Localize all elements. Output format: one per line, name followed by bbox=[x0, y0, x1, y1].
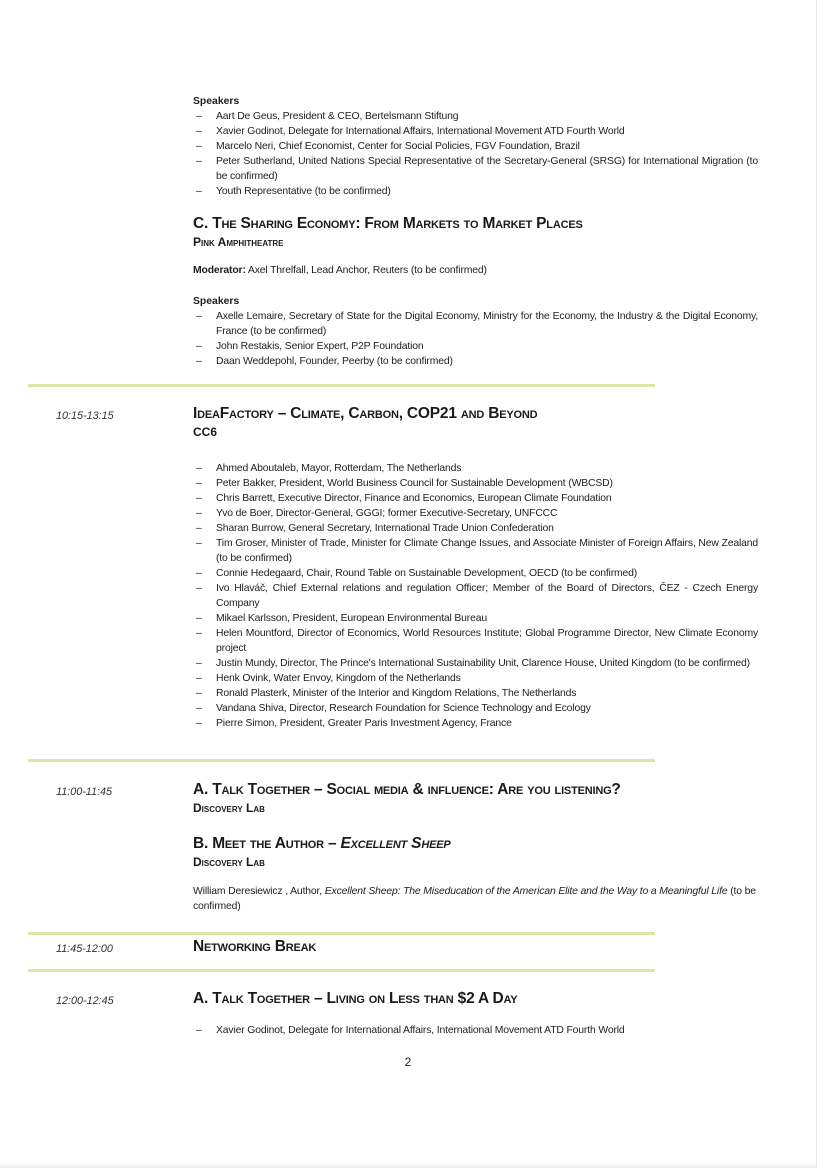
participants-list bbox=[193, 1023, 758, 1038]
author-name: William Deresiewicz , Author, bbox=[193, 886, 325, 897]
list-item: – Axelle Lemaire, Secretary of State for the Digital Economy, Ministry for the Economy, the Industry & the Digital Economy, France (to be confirmed) bbox=[193, 309, 758, 339]
section-c-title: C. The Sharing Economy: From Markets to Market Places bbox=[193, 215, 583, 232]
time-slot: 10:15-13:15 bbox=[56, 410, 114, 422]
section-divider bbox=[28, 759, 655, 762]
list-item: – Aart De Geus, President & CEO, Bertelsmann Stiftung bbox=[193, 109, 758, 124]
ideafactory-section bbox=[193, 404, 758, 731]
list-item: – John Restakis, Senior Expert, P2P Foundation bbox=[193, 339, 758, 354]
list-item: – Yvo de Boer, Director-General, GGGI; former Executive-Secretary, UNFCCC bbox=[193, 506, 758, 521]
section-divider bbox=[28, 384, 655, 387]
book-title: Excellent Sheep: The Miseducation of the American Elite and the Way to a Meaningful Life bbox=[324, 886, 728, 897]
speakers-list bbox=[193, 109, 758, 199]
list-item: – Sharan Burrow, General Secretary, International Trade Union Confederation bbox=[193, 521, 758, 536]
list-item: – Mikael Karlsson, President, European Environmental Bureau bbox=[193, 611, 758, 626]
speakers-list bbox=[193, 309, 758, 369]
list-item: – Chris Barrett, Executive Director, Finance and Economics, European Climate Foundation bbox=[193, 491, 758, 506]
scan-edge bbox=[0, 1162, 816, 1168]
section-divider bbox=[28, 932, 655, 935]
networking-break-title: Networking Break bbox=[193, 938, 317, 955]
meet-author-book: Excellent Sheep bbox=[340, 835, 451, 852]
list-item: – Marcelo Neri, Chief Economist, Center for Social Policies, FGV Foundation, Brazil bbox=[193, 139, 758, 154]
author-note: (to be confirmed) bbox=[193, 886, 756, 912]
list-item: – Xavier Godinot, Delegate for International Affairs, International Movement ATD Fourth World bbox=[193, 124, 758, 139]
list-item: – Justin Mundy, Director, The Prince's International Sustainability Unit, Clarence House, United Kingdom (to be confirmed) bbox=[193, 656, 758, 671]
ideafactory-venue: CC6 bbox=[193, 425, 218, 439]
list-item: – Peter Sutherland, United Nations Special Representative of the Secretary-General (SRSG) for International Migration (to be confirmed) bbox=[193, 154, 758, 184]
list-item: – Daan Weddepohl, Founder, Peerby (to be confirmed) bbox=[193, 354, 758, 369]
meet-author-venue: Discovery Lab bbox=[193, 855, 265, 869]
meet-author-title bbox=[193, 834, 758, 854]
list-item: – Helen Mountford, Director of Economics, World Resources Institute; Global Programme Director, New Climate Economy project bbox=[193, 626, 758, 656]
list-item: – Xavier Godinot, Delegate for International Affairs, International Movement ATD Fourth World bbox=[193, 1023, 758, 1038]
ideafactory-title: IdeaFactory – Climate, Carbon, COP21 and Beyond bbox=[193, 405, 538, 422]
section-divider bbox=[28, 969, 655, 972]
section-c-venue: Pink Amphitheatre bbox=[193, 235, 284, 249]
moderator-name: Axel Threlfall, Lead Anchor, Reuters (to be confirmed) bbox=[245, 265, 487, 276]
talk-together-title: A. Talk Together – Social media & influence: Are you listening? bbox=[193, 781, 621, 798]
time-slot: 11:00-11:45 bbox=[56, 786, 113, 798]
author-description bbox=[193, 884, 758, 914]
list-item: – Tim Groser, Minister of Trade, Minister for Climate Change Issues, and Associate Minister of Foreign Affairs, New Zealand (to be confirmed) bbox=[193, 536, 758, 566]
list-item: – Connie Hedegaard, Chair, Round Table on Sustainable Development, OECD (to be confirmed) bbox=[193, 566, 758, 581]
meet-author-prefix: B. Meet the Author – bbox=[193, 835, 341, 852]
list-item: – Ahmed Aboutaleb, Mayor, Rotterdam, The Netherlands bbox=[193, 461, 758, 476]
speakers-label: Speakers bbox=[193, 296, 240, 307]
time-slot: 12:00-12:45 bbox=[56, 995, 114, 1007]
speakers-label: Speakers bbox=[193, 96, 240, 107]
break-section bbox=[193, 937, 758, 957]
time-slot: 11:45-12:00 bbox=[56, 943, 113, 955]
talk-together-venue: Discovery Lab bbox=[193, 801, 265, 815]
section-b-speakers bbox=[193, 94, 758, 199]
living-less-title: A. Talk Together – Living on Less than $2 A Day bbox=[193, 990, 518, 1007]
list-item: – Ivo Hlaváč, Chief External relations and regulation Officer; Member of the Board of Directors, ČEZ - Czech Energy Company bbox=[193, 581, 758, 611]
list-item: – Pierre Simon, President, Greater Paris Investment Agency, France bbox=[193, 716, 758, 731]
list-item: – Peter Bakker, President, World Business Council for Sustainable Development (WBCSD) bbox=[193, 476, 758, 491]
moderator-label: Moderator: bbox=[193, 265, 246, 276]
page-number: 2 bbox=[404, 1055, 412, 1069]
section-c bbox=[193, 214, 758, 369]
list-item: – Vandana Shiva, Director, Research Foundation for Science Technology and Ecology bbox=[193, 701, 758, 716]
list-item: – Ronald Plasterk, Minister of the Interior and Kingdom Relations, The Netherlands bbox=[193, 686, 758, 701]
slot-1200-section bbox=[193, 989, 758, 1038]
list-item: – Youth Representative (to be confirmed) bbox=[193, 184, 758, 199]
participants-list bbox=[193, 461, 758, 731]
slot-1100-section bbox=[193, 780, 758, 914]
list-item: – Henk Ovink, Water Envoy, Kingdom of the Netherlands bbox=[193, 671, 758, 686]
moderator-line bbox=[193, 263, 758, 278]
